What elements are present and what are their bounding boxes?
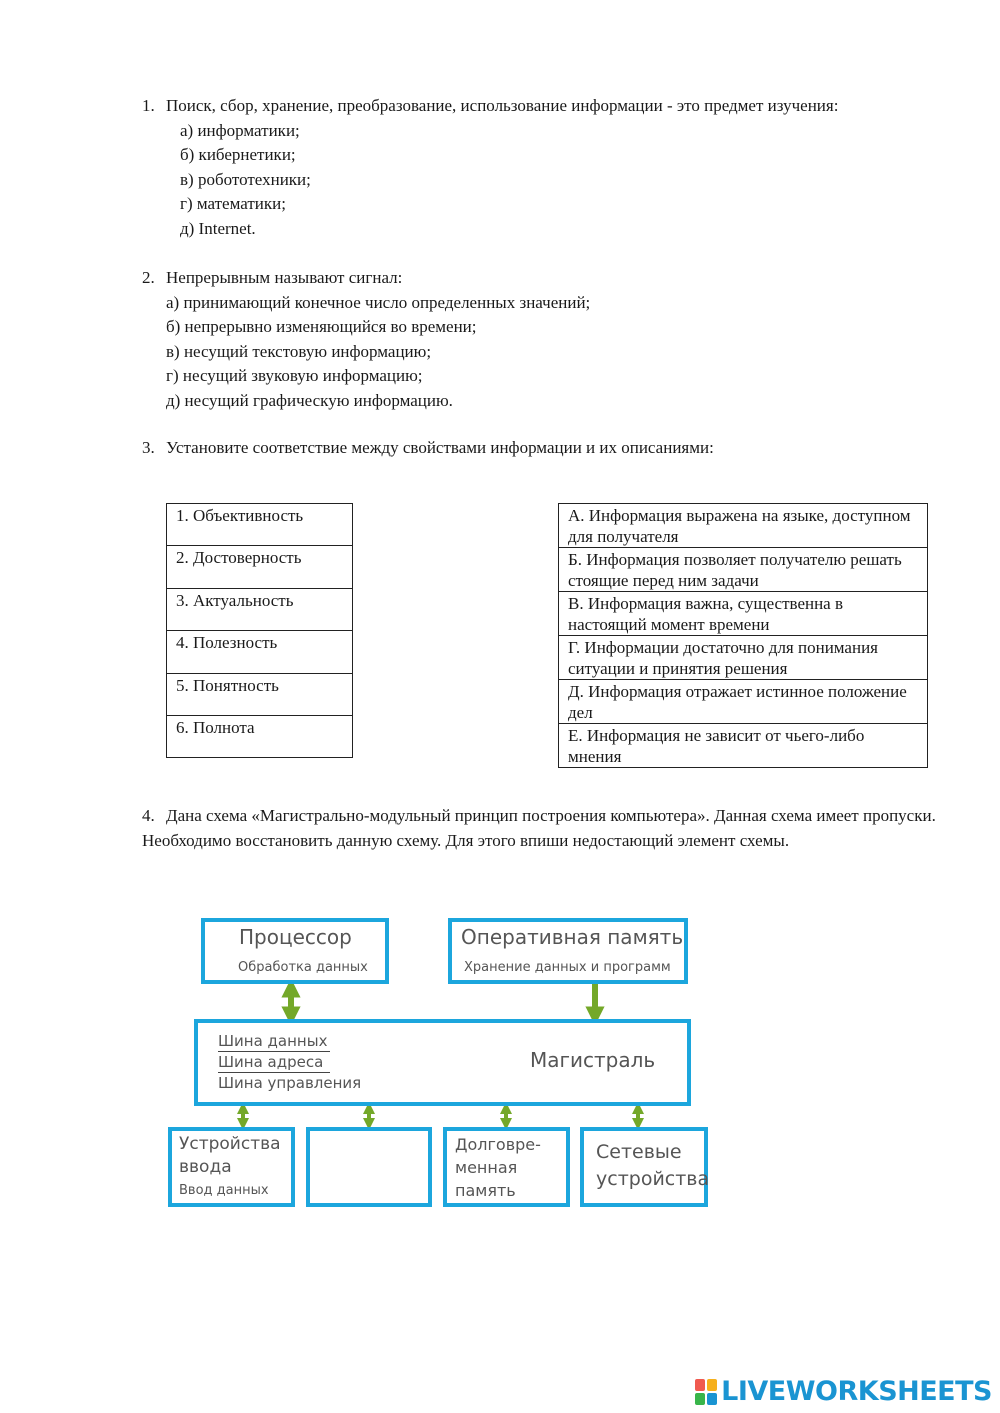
question-3: 3. Установите соответствие между свойствами информации и их описаниями: (142, 438, 714, 457)
question-2: 2. Непрерывным называют сигнал: (142, 268, 403, 287)
processor-title: Процессор (239, 925, 352, 949)
option: а) принимающий конечное число определенных значений; (166, 292, 591, 312)
property-cell[interactable]: 1. Объективность (167, 504, 353, 546)
option: б) непрерывно изменяющийся во времени; (166, 317, 477, 336)
description-cell[interactable]: Е. Информация не зависит от чьего-либо мнения (559, 724, 928, 768)
storage-line: Долговре- (455, 1135, 541, 1154)
question-4: 4. Дана схема «Магистрально-модульный принцип построения компьютера». Данная схема имеет пропуски. Необходимо восстановить данную схему. Для этого впиши недостающий элемент схемы. (142, 806, 936, 850)
option: д) Internet. (180, 218, 256, 238)
input-devices-box (168, 1127, 295, 1207)
description-cell[interactable]: Г. Информации достаточно для понимания ситуации и принятия решения (559, 636, 928, 680)
description-cell[interactable]: Д. Информация отражает истинное положение дел (559, 680, 928, 724)
option: в) робототехники; (180, 169, 311, 189)
bus-title: Магистраль (530, 1048, 656, 1072)
storage-line: память (455, 1181, 516, 1200)
ram-box (448, 918, 688, 984)
option: г) математики; (180, 194, 286, 213)
question-2-options (166, 291, 590, 414)
question-4-text: Дана схема «Магистрально-модульный принцип построения компьютера». Данная схема имеет пропуски. Необходимо восстановить данную схему. Для этого впиши недостающий элемент схемы. (142, 806, 936, 850)
question-1-text: Поиск, сбор, хранение, преобразование, использование информации - это предмет изучения: (166, 96, 839, 115)
property-cell[interactable]: 4. Полезность (167, 631, 353, 673)
description-cell[interactable]: А. Информация выражена на языке, доступном для получателя (559, 504, 928, 548)
liveworksheets-logo (695, 1376, 992, 1407)
ram-title: Оперативная память (461, 925, 684, 949)
question-2-text: Непрерывным называют сигнал: (166, 268, 403, 287)
input-subtitle: Ввод данных (179, 1183, 269, 1198)
bus-line: Шина управления (218, 1074, 362, 1092)
storage-line: менная (455, 1158, 518, 1177)
network-line: устройства (596, 1168, 710, 1190)
property-cell[interactable]: 3. Актуальность (167, 588, 353, 630)
liveworksheets-logo-icon (695, 1379, 717, 1405)
missing-element-box[interactable] (306, 1127, 432, 1207)
option: д) несущий графическую информацию. (166, 390, 453, 410)
property-cell[interactable]: 6. Полнота (167, 715, 353, 757)
processor-subtitle: Обработка данных (238, 960, 368, 975)
descriptions-table (558, 503, 928, 768)
processor-box (201, 918, 389, 984)
storage-box (443, 1127, 570, 1207)
network-devices-box (580, 1127, 708, 1207)
property-cell[interactable]: 2. Достоверность (167, 546, 353, 588)
question-3-text: Установите соответствие между свойствами информации и их описаниями: (166, 438, 714, 457)
properties-table (166, 503, 353, 758)
question-1: 1. Поиск, сбор, хранение, преобразование, использование информации - это предмет изучения: (142, 96, 839, 115)
bus-lines (218, 1031, 361, 1093)
network-line: Сетевые (596, 1141, 682, 1163)
bus-line: Шина данных (218, 1031, 330, 1052)
question-1-options (180, 119, 311, 242)
bus-box (194, 1019, 691, 1106)
bus-line: Шина адреса (218, 1052, 330, 1073)
property-cell[interactable]: 5. Понятность (167, 673, 353, 715)
input-title-2: ввода (179, 1157, 232, 1177)
option: б) кибернетики; (180, 145, 296, 164)
liveworksheets-logo-text: LIVEWORKSHEETS (721, 1376, 992, 1407)
option: г) несущий звуковую информацию; (166, 366, 423, 385)
description-cell[interactable]: В. Информация важна, существенна в настоящий момент времени (559, 592, 928, 636)
description-cell[interactable]: Б. Информация позволяет получателю решать стоящие перед ним задачи (559, 548, 928, 592)
option: а) информатики; (180, 120, 300, 140)
ram-subtitle: Хранение данных и программ (464, 960, 671, 975)
option: в) несущий текстовую информацию; (166, 341, 432, 361)
input-title-1: Устройства (179, 1134, 281, 1154)
